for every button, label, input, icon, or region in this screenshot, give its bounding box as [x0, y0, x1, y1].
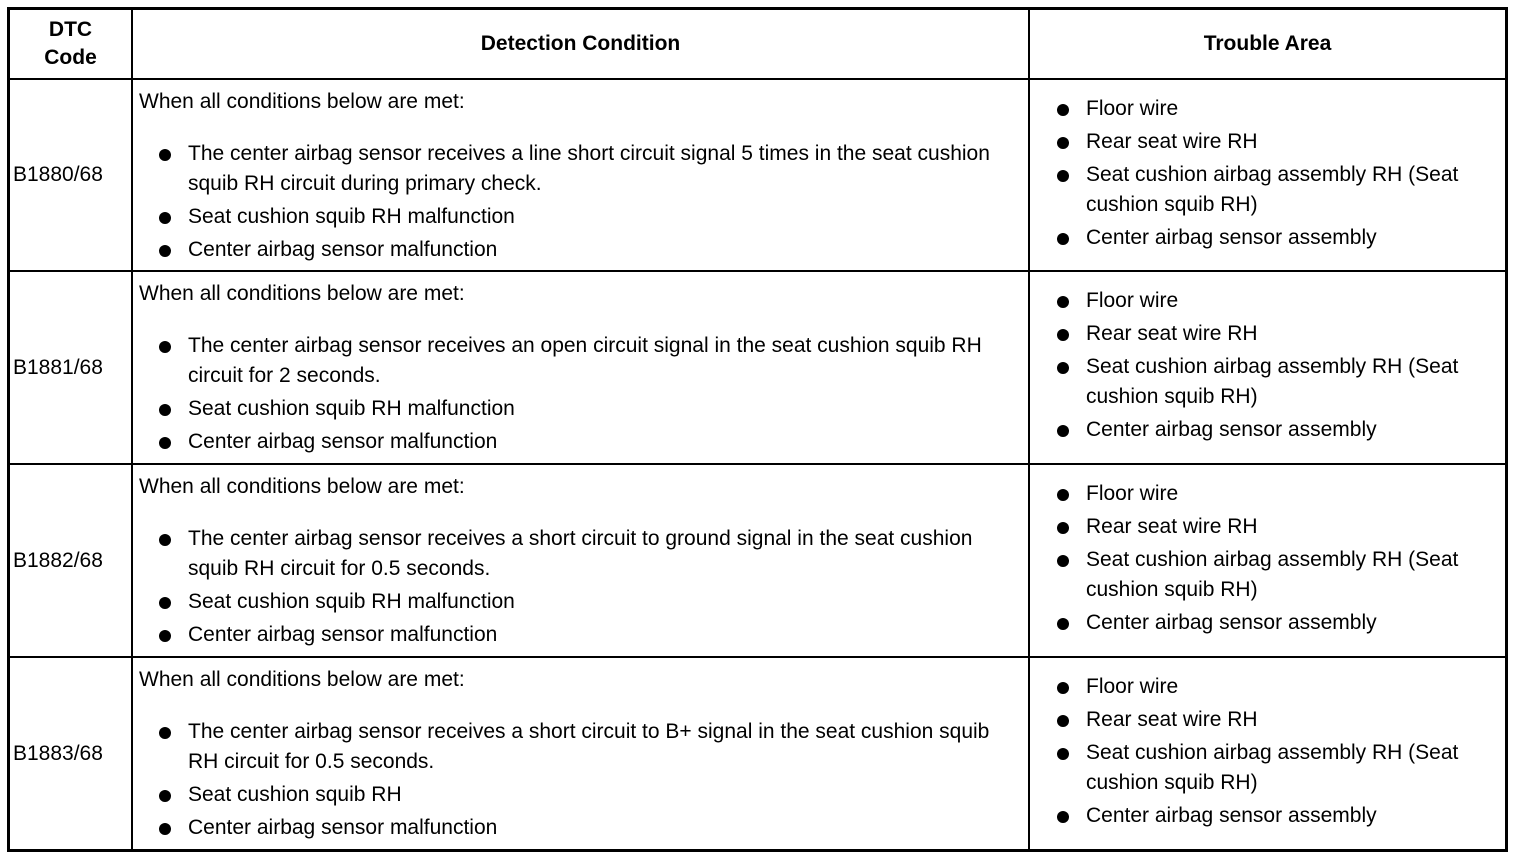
bullet-icon — [1057, 425, 1069, 437]
dtc-code: B1883/68 — [13, 741, 103, 765]
trouble-area-item — [1036, 801, 1501, 831]
trouble-area-list — [1036, 94, 1501, 253]
trouble-area-cell — [1030, 272, 1505, 465]
bullet-icon — [1057, 618, 1069, 630]
bullet-icon — [159, 341, 171, 353]
trouble-area-text: Seat cushion airbag assembly RH (Seat cushion squib RH) — [1086, 741, 1459, 794]
detection-condition-cell — [133, 80, 1030, 272]
condition-item — [139, 717, 1024, 777]
trouble-area-item — [1036, 545, 1501, 605]
condition-text: Center airbag sensor malfunction — [188, 430, 498, 453]
header-detection-condition-label: Detection Condition — [480, 32, 681, 55]
trouble-area-list — [1036, 672, 1501, 831]
trouble-area-item — [1036, 94, 1501, 124]
bullet-icon — [1057, 522, 1069, 534]
condition-list — [139, 331, 1024, 457]
header-dtc-code — [10, 10, 133, 80]
trouble-area-text: Rear seat wire RH — [1086, 322, 1258, 345]
trouble-area-item — [1036, 319, 1501, 349]
bullet-icon — [159, 149, 171, 161]
condition-text: The center airbag sensor receives an open circuit signal in the seat cushion squib RH circuit for 2 seconds. — [188, 334, 982, 387]
trouble-area-item — [1036, 352, 1501, 412]
condition-list — [139, 717, 1024, 843]
condition-text: Seat cushion squib RH — [188, 783, 402, 806]
bullet-icon — [159, 630, 171, 642]
trouble-area-text: Rear seat wire RH — [1086, 130, 1258, 153]
condition-list — [139, 524, 1024, 650]
condition-text: Center airbag sensor malfunction — [188, 816, 498, 839]
condition-item — [139, 587, 1024, 617]
header-trouble-area — [1030, 10, 1505, 80]
dtc-code: B1880/68 — [13, 163, 103, 186]
condition-lead: When all conditions below are met: — [139, 282, 465, 305]
bullet-icon — [159, 245, 171, 257]
bullet-icon — [1057, 555, 1069, 567]
bullet-icon — [159, 597, 171, 609]
trouble-area-item — [1036, 705, 1501, 735]
trouble-area-text: Floor wire — [1086, 97, 1179, 120]
bullet-icon — [159, 790, 171, 802]
bullet-icon — [1057, 362, 1069, 374]
trouble-area-text: Center airbag sensor assembly — [1086, 418, 1377, 441]
dtc-table — [7, 7, 1508, 852]
detection-condition-cell — [133, 658, 1030, 849]
trouble-area-item — [1036, 223, 1501, 253]
trouble-area-item — [1036, 479, 1501, 509]
condition-text: Seat cushion squib RH malfunction — [188, 205, 515, 228]
trouble-area-item — [1036, 672, 1501, 702]
bullet-icon — [159, 534, 171, 546]
trouble-area-cell — [1030, 658, 1505, 849]
detection-condition-cell — [133, 465, 1030, 658]
condition-text: Center airbag sensor malfunction — [188, 238, 498, 261]
trouble-area-text: Floor wire — [1086, 675, 1179, 698]
dtc-code: B1882/68 — [13, 548, 103, 572]
condition-text: Seat cushion squib RH malfunction — [188, 590, 515, 613]
bullet-icon — [1057, 137, 1069, 149]
trouble-area-cell — [1030, 465, 1505, 658]
trouble-area-item — [1036, 738, 1501, 798]
condition-item — [139, 394, 1024, 424]
bullet-icon — [1057, 170, 1069, 182]
condition-lead: When all conditions below are met: — [139, 475, 465, 498]
header-detection-condition — [133, 10, 1030, 80]
bullet-icon — [159, 212, 171, 224]
trouble-area-item — [1036, 415, 1501, 445]
condition-text: The center airbag sensor receives a line short circuit signal 5 times in the seat cushion squib RH circuit during primary check. — [188, 142, 990, 195]
condition-list — [139, 139, 1024, 265]
trouble-area-text: Rear seat wire RH — [1086, 515, 1258, 538]
trouble-area-item — [1036, 127, 1501, 157]
trouble-area-text: Center airbag sensor assembly — [1086, 804, 1377, 827]
header-dtc-code-label: DTC Code — [44, 18, 97, 69]
bullet-icon — [1057, 104, 1069, 116]
bullet-icon — [1057, 489, 1069, 501]
trouble-area-text: Floor wire — [1086, 289, 1179, 312]
trouble-area-text: Center airbag sensor assembly — [1086, 226, 1377, 249]
bullet-icon — [159, 404, 171, 416]
condition-lead: When all conditions below are met: — [139, 668, 465, 691]
condition-text: Center airbag sensor malfunction — [188, 623, 498, 646]
trouble-area-item — [1036, 512, 1501, 542]
condition-text: The center airbag sensor receives a short circuit to ground signal in the seat cushion squib RH circuit for 0.5 seconds. — [188, 527, 973, 580]
trouble-area-text: Seat cushion airbag assembly RH (Seat cushion squib RH) — [1086, 163, 1459, 216]
trouble-area-text: Seat cushion airbag assembly RH (Seat cushion squib RH) — [1086, 548, 1459, 601]
bullet-icon — [1057, 748, 1069, 760]
condition-text: The center airbag sensor receives a short circuit to B+ signal in the seat cushion squib RH circuit for 0.5 seconds. — [188, 720, 990, 773]
bullet-icon — [1057, 329, 1069, 341]
dtc-code-cell — [10, 80, 133, 272]
condition-item — [139, 427, 1024, 457]
condition-item — [139, 813, 1024, 843]
dtc-code: B1881/68 — [13, 355, 103, 379]
bullet-icon — [159, 823, 171, 835]
condition-text: Seat cushion squib RH malfunction — [188, 397, 515, 420]
condition-lead: When all conditions below are met: — [139, 90, 465, 113]
bullet-icon — [1057, 233, 1069, 245]
detection-condition-cell — [133, 272, 1030, 465]
header-trouble-area-label: Trouble Area — [1203, 32, 1332, 55]
bullet-icon — [1057, 715, 1069, 727]
condition-item — [139, 235, 1024, 265]
trouble-area-cell — [1030, 80, 1505, 272]
dtc-code-cell — [10, 658, 133, 849]
trouble-area-item — [1036, 608, 1501, 638]
bullet-icon — [1057, 811, 1069, 823]
bullet-icon — [1057, 682, 1069, 694]
condition-item — [139, 524, 1024, 584]
trouble-area-item — [1036, 160, 1501, 220]
trouble-area-text: Center airbag sensor assembly — [1086, 611, 1377, 634]
bullet-icon — [159, 437, 171, 449]
bullet-icon — [1057, 296, 1069, 308]
condition-item — [139, 331, 1024, 391]
condition-item — [139, 139, 1024, 199]
dtc-code-cell — [10, 465, 133, 658]
bullet-icon — [159, 727, 171, 739]
dtc-code-cell — [10, 272, 133, 465]
condition-item — [139, 780, 1024, 810]
trouble-area-text: Floor wire — [1086, 482, 1179, 505]
trouble-area-list — [1036, 479, 1501, 638]
trouble-area-text: Rear seat wire RH — [1086, 708, 1258, 731]
condition-item — [139, 202, 1024, 232]
trouble-area-list — [1036, 286, 1501, 445]
trouble-area-text: Seat cushion airbag assembly RH (Seat cushion squib RH) — [1086, 355, 1459, 408]
trouble-area-item — [1036, 286, 1501, 316]
condition-item — [139, 620, 1024, 650]
